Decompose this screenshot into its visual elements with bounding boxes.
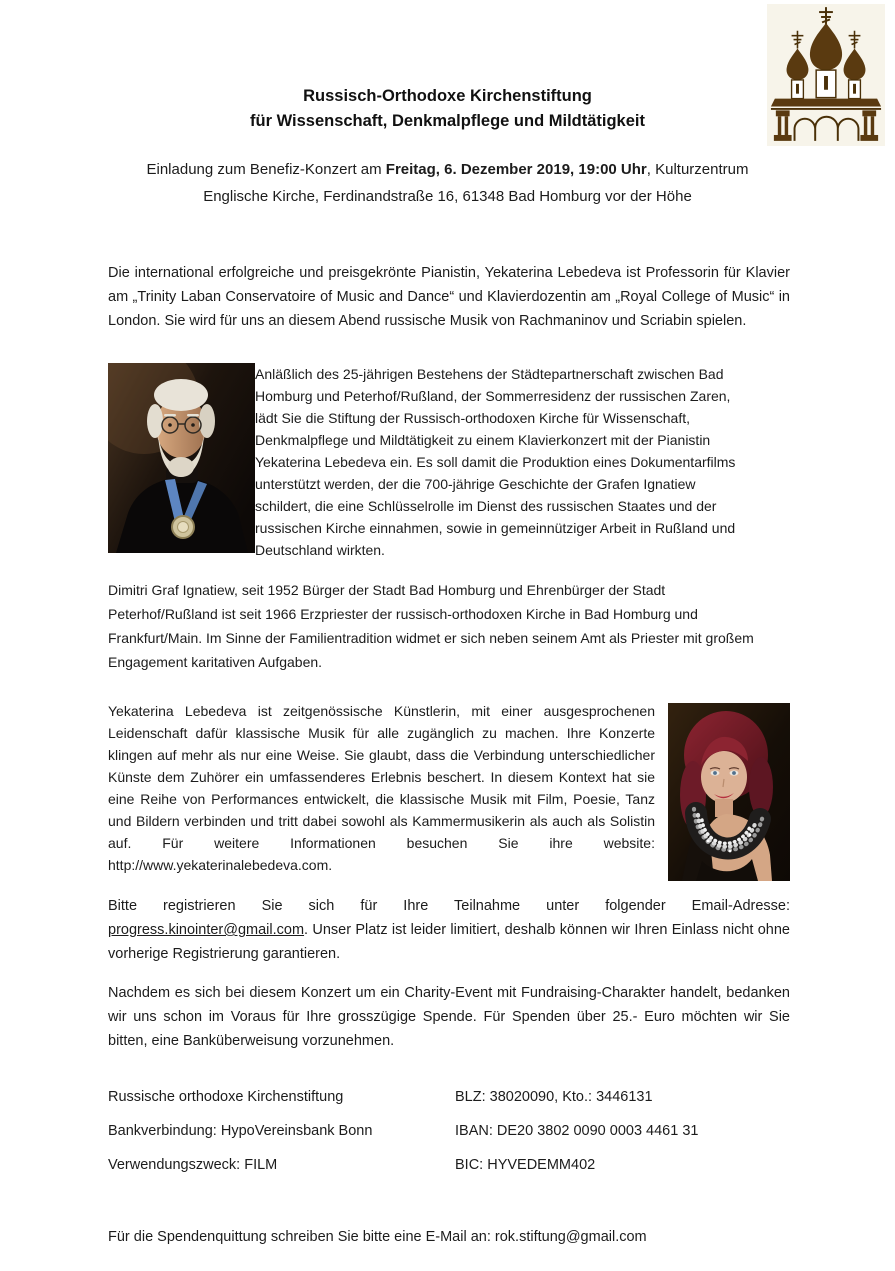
bank-row bbox=[108, 1120, 808, 1143]
invitation-prefix: Einladung zum Benefiz-Konzert am bbox=[146, 161, 386, 178]
bank-account-holder: Russische orthodoxe Kirchenstiftung bbox=[108, 1089, 344, 1105]
photo-dimitri-ignatiew bbox=[108, 363, 255, 553]
org-title-line2: für Wissenschaft, Denkmalpflege und Mildtätigkeit bbox=[250, 112, 645, 130]
bank-iban: IBAN: DE20 3802 0090 0003 4461 31 bbox=[455, 1123, 699, 1139]
bank-row bbox=[108, 1154, 808, 1177]
bank-name: Bankverbindung: HypoVereinsbank Bonn bbox=[108, 1123, 373, 1139]
org-title-line1: Russisch-Orthodoxe Kirchenstiftung bbox=[303, 87, 592, 105]
bank-blz-kto: BLZ: 38020090, Kto.: 3446131 bbox=[455, 1089, 653, 1105]
paragraph-anniversary: Anläßlich des 25-jährigen Bestehens der Städtepartnerschaft zwischen Bad Homburg und Peterhof/Rußland, der Sommerresidenz der russischen Zaren, lädt Sie die Stiftung der Russisch-orthodoxen Kirche für Wissenschaft, Denkmalpflege und Mildtätigkeit zu einem Klavierkonzert mit der Pianistin Yekaterina Lebedeva ein. Es soll damit die Produktion eines Dokumentarfilms unterstützt werden, der die 700-jährige Geschichte der Grafen Ignatiew schildert, die eine Schlüsselrolle im Dienst des russischen Staates und der russischen Kirche einnahmen, sowie in gemeinnütziger Arbeit in Rußland und Deutschland wirkten. bbox=[255, 366, 736, 558]
paragraph-yekaterina: Yekaterina Lebedeva ist zeitgenössische Künstlerin, mit einer ausgesprochenen Leidenschaft dafür klassische Musik für alle zugänglich zu machen. Ihre Konzerte klingen auf mehr als nur eine Weise. Sie glaubt, dass die Verbindung unterschiedlicher Künste dem Zuhörer ein umfassenderes Erlebnis beschert. In diesem Kontext hat sie eine Reihe von Performances entwickelt, die klassische Musik mit Film, Poesie, Tanz und Bildern verbinden und tritt dabei sowohl als Kammermusikerin als auch als Solistin auf. Für weitere Informationen besuchen Sie ihre website: http://www.yekaterinalebedeva.com. bbox=[108, 703, 655, 873]
donation-receipt-note: Für die Spendenquittung schreiben Sie bitte eine E-Mail an: rok.stiftung@gmail.com bbox=[108, 1229, 647, 1245]
bank-details bbox=[108, 1086, 808, 1188]
pianist-portrait-image bbox=[668, 703, 790, 881]
bank-row bbox=[108, 1086, 808, 1109]
document-body bbox=[108, 261, 790, 1053]
paragraph-intro-pianist: Die international erfolgreiche und preisgekrönte Pianistin, Yekaterina Lebedeva ist Professorin für Klavier am „Trinity Laban Conservatoire of Music and Dance“ und Klavierdozentin am „Royal College of Music“ in London. Sie wird für uns an diesem Abend russische Musik von Rachmaninov und Scriabin spielen. bbox=[108, 265, 790, 329]
church-logo bbox=[767, 4, 885, 146]
russian-orthodox-church-icon bbox=[767, 4, 885, 146]
invitation-suffix: , Kulturzentrum bbox=[646, 161, 749, 178]
invitation-line1 bbox=[0, 156, 895, 183]
bank-purpose: Verwendungszweck: FILM bbox=[108, 1157, 278, 1173]
page-title bbox=[0, 0, 895, 134]
registration-text-post: . Unser Platz ist leider limitiert, deshalb können wir Ihren Einlass nicht ohne vorherige Registrierung garantieren. bbox=[108, 922, 790, 962]
photo-yekaterina-lebedeva bbox=[668, 703, 790, 881]
section-yekaterina bbox=[108, 700, 790, 884]
paragraph-registration bbox=[108, 894, 790, 966]
invitation-block bbox=[0, 156, 895, 210]
registration-email-link[interactable]: progress.kinointer@gmail.com bbox=[108, 922, 305, 938]
priest-portrait-image bbox=[108, 363, 255, 553]
invitation-datetime: Freitag, 6. Dezember 2019, 19:00 Uhr bbox=[385, 161, 647, 178]
invitation-line2: Englische Kirche, Ferdinandstraße 16, 61348 Bad Homburg vor der Höhe bbox=[203, 188, 692, 205]
paragraph-charity: Nachdem es sich bei diesem Konzert um ein Charity-Event mit Fundraising-Charakter handelt, bedanken wir uns schon im Voraus für Ihre grosszügige Spende. Für Spenden über 25.- Euro möchten wir Sie bitten, eine Banküberweisung vorzunehmen. bbox=[108, 984, 790, 1049]
paragraph-dimitri-ignatiew: Dimitri Graf Ignatiew, seit 1952 Bürger der Stadt Bad Homburg und Ehrenbürger der Stadt Peterhof/Rußland ist seit 1966 Erzpriester der russisch-orthodoxen Kirche in Bad Homburg und Frankfurt/Main. Im Sinne der Familientradition widmet er sich neben seinem Amt als Priester mit großem Engagement karitativen Aufgaben. bbox=[108, 582, 754, 670]
registration-text-pre: Bitte registrieren Sie sich für Ihre Teilnahme unter folgender Email-Adresse: bbox=[108, 898, 790, 914]
bank-bic: BIC: HYVEDEMM402 bbox=[455, 1157, 596, 1173]
section-anniversary bbox=[108, 363, 790, 561]
